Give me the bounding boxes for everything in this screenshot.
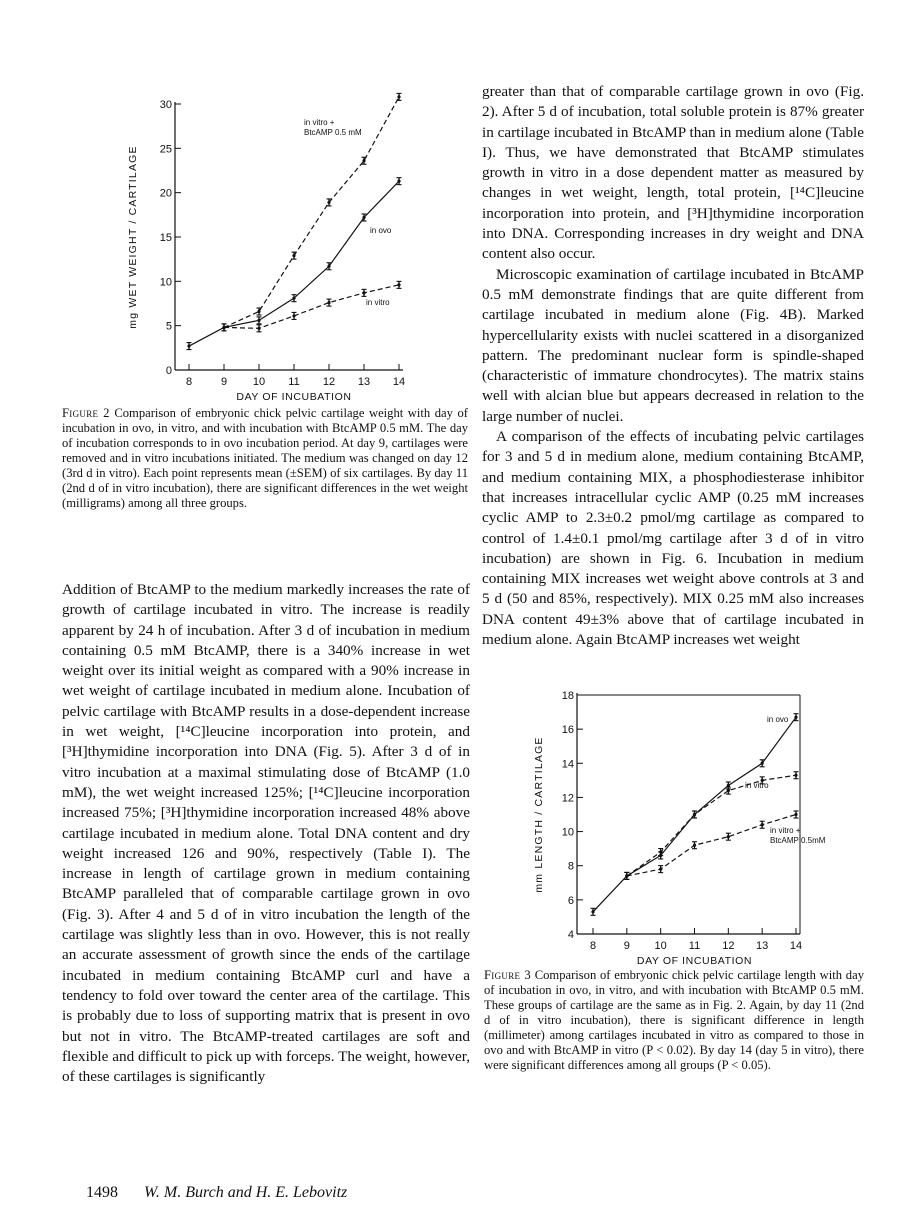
figure-2 [120,84,420,403]
data-point [292,297,295,300]
x-tick-label: 11 [688,940,701,952]
data-point [693,844,696,847]
series-line [627,815,796,876]
data-point [397,283,400,286]
y-axis-title: mm LENGTH / CARTILAGE [533,736,545,893]
data-point [727,789,730,792]
x-tick-label: 13 [756,940,769,952]
figure-2-caption-label: Figure 2 [62,406,110,420]
y-tick-label: 0 [165,365,172,377]
running-authors: W. M. Burch and H. E. Lebovitz [144,1184,348,1201]
series-label: in ovo [767,715,789,724]
series-label: BtcAMP 0.5 mM [304,128,362,137]
data-point [292,254,295,257]
series-label: in vitro + [304,118,335,127]
data-point [327,201,330,204]
data-point [625,874,628,877]
y-axis-title: mg WET WEIGHT / CARTILAGE [127,145,139,329]
data-point [794,716,797,719]
y-tick-label: 4 [567,929,574,941]
data-point [794,813,797,816]
page-footer [86,1184,347,1202]
left-column-text [62,580,470,1087]
series-label: in vitro [745,781,769,790]
x-tick-label: 9 [623,940,630,952]
data-point [397,180,400,183]
y-tick-label: 6 [567,894,574,907]
y-tick-label: 10 [159,276,172,289]
data-point [761,762,764,765]
data-point [761,823,764,826]
data-point [591,910,594,913]
data-point [362,216,365,219]
data-point [362,159,365,162]
series-label: in ovo [370,226,392,235]
y-tick-label: 30 [159,99,172,111]
data-point [327,301,330,304]
y-tick-label: 25 [159,143,172,156]
x-tick-label: 8 [589,940,597,952]
left-paragraph: Addition of BtcAMP to the medium markedly increases the rate of growth of cartilage incubated in vitro. The increase is readily apparent by 24 h of incubation. After 3 d of incubation in medium containing 0.5 mM BtcAMP, there is a 340% increase in wet weight over its initial weight as compared with a 90% increase in wet weight of cartilage incubated in medium alone. Incubation of pelvic cartilage with BtcAMP results in a dose-dependent increase in wet weight, [¹⁴C]leucine incorporation into protein, and [³H]thymidine incorporation into DNA (Fig. 5). After 3 d of in vitro incubation at a maximal stimulating dose of BtcAMP (1.0 mM), the wet weight increased 125%; [¹⁴C]leucine incorporation increased 75%; [³H]thymidine incorporation increased 48% above cartilage incubated in medium alone. Total DNA content and dry weight increased 126 and 90%, respectively (Table I). The increase in length of cartilage grown in medium containing BtcAMP paralleled that of comparable cartilage grown in ovo (Fig. 3). After 4 and 5 d of in vitro incubation the length of the cartilage was slightly less than in ovo. However, this is not really an accurate assessment of growth since the ends of the cartilage incubated in medium containing BtcAMP curl and have a tendency to fold over toward the center area of the cartilage. This is probably due to loss of supporting matrix that is present in ovo but not in vitro. The BtcAMP-treated cartilages are soft and flexible and difficult to pick up with forceps. The weight, however, of these cartilages is significantly [62,581,470,1086]
y-tick-label: 20 [159,187,172,200]
data-point [222,326,225,329]
y-tick-label: 5 [165,320,172,333]
y-tick-label: 18 [561,690,574,702]
right-column-text [482,82,864,650]
x-tick-label: 12 [722,940,735,952]
data-point [659,850,662,853]
page-number: 1498 [86,1184,118,1201]
x-tick-label: 14 [789,940,803,952]
data-point [292,314,295,317]
series-label: in vitro [366,298,390,307]
figure-3-caption [484,968,864,1073]
data-point [257,310,260,313]
figure-2-caption [62,406,468,511]
data-point [327,265,330,268]
figure-3-caption-text: Comparison of embryonic chick pelvic cartilage length with day of incubation in ovo, in vitro, and with incubation with BtcAMP 0.5 mM. These groups of cartilage are the same as in Fig. 2. Again, by day 11 (2nd d of in vitro incubation), there is significant difference in length (millimeter) among cartilages incubated in vitro as compared to those in ovo and with BtcAMP in vitro (P < 0.02). By day 14 (day 5 in vitro), there were significant differences among all groups (P < 0.05). [484,968,864,1072]
x-axis-title: DAY OF INCUBATION [236,391,352,403]
data-point [727,835,730,838]
data-point [659,868,662,871]
x-tick-label: 14 [392,376,406,388]
series-line [189,181,399,346]
y-tick-label: 12 [561,792,574,805]
x-tick-label: 9 [220,376,228,388]
x-axis-title: DAY OF INCUBATION [636,955,753,967]
y-tick-label: 8 [567,860,574,873]
x-tick-label: 12 [322,376,336,388]
series-label: BtcAMP 0.5mM [770,836,826,845]
right-paragraph-3: A comparison of the effects of incubating pelvic cartilages for 3 and 5 d in medium alone, medium containing BtcAMP, and medium containing MIX, a phosphodiesterase inhibitor that increases intracellular cyclic AMP (0.25 mM increases cyclic AMP to 2.3±0.2 pmol/mg cartilage as compared to control of 1.4±0.1 pmol/mg cartilage after 3 d of in vitro incubation) are shown in Fig. 6. Incubation in medium containing MIX increases wet weight above controls at 3 and 5 d (50 and 85%, respectively). MIX 0.25 mM also increases DNA content 49±3% above that of cartilage incubated in medium alone. Again BtcAMP increases wet weight [482,428,864,649]
x-tick-label: 13 [357,376,371,388]
y-tick-label: 10 [561,826,574,839]
figure-3 [530,680,830,967]
data-point [794,774,797,777]
data-point [397,95,400,98]
data-point [257,319,260,322]
x-tick-label: 10 [654,940,667,952]
figure-2-chart [120,84,420,403]
x-tick-label: 10 [252,376,266,388]
data-point [693,813,696,816]
data-point [362,291,365,294]
y-tick-label: 15 [159,232,172,244]
y-tick-label: 16 [561,724,574,737]
data-point [257,327,260,330]
right-paragraph-1: greater than that of comparable cartilage grown in ovo (Fig. 2). After 5 d of incubation, total soluble protein is 87% greater in cartilage incubated in BtcAMP than in medium alone (Table I). Thus, we have demonstrated that BtcAMP stimulates growth in vitro in a dose dependent matter as measured by changes in wet weight, length, total protein, [¹⁴C]leucine incorporation into protein, and [³H]thymidine incorporation into DNA. Corresponding increases in dry weight and DNA content also occur. [482,83,864,263]
data-point [187,344,190,347]
figure-2-caption-text: Comparison of embryonic chick pelvic cartilage weight with day of incubation in ovo, in vitro, and with incubation with BtcAMP 0.5 mM. The day of incubation corresponds to in ovo incubation period. At day 9, cartilages were removed and in vitro incubations initiated. The medium was changed on day 12 (3rd d in vitro). Each point represents mean (±SEM) of six cartilages. By day 11 (2nd d of in vitro incubation), there are significant differences in the wet weight (milligrams) among all three groups. [62,406,468,510]
right-paragraph-2: Microscopic examination of cartilage incubated in BtcAMP 0.5 mM demonstrate findings that are quite different from cartilage incubated in medium alone (Fig. 4B). Marked hypercellularity exists with nuclei scattered in a disorganized pattern. The predominant nuclear form is spindle-shaped (characteristic of immature chondrocytes). The matrix stains well with alcian blue but appears decreased in relation to the large number of nuclei. [482,265,864,425]
x-tick-label: 11 [288,376,300,388]
series-label: in vitro + [770,826,801,835]
figure-3-chart [530,680,830,967]
y-tick-label: 14 [561,758,574,771]
x-tick-label: 8 [185,376,193,388]
figure-3-caption-label: Figure 3 [484,968,531,982]
